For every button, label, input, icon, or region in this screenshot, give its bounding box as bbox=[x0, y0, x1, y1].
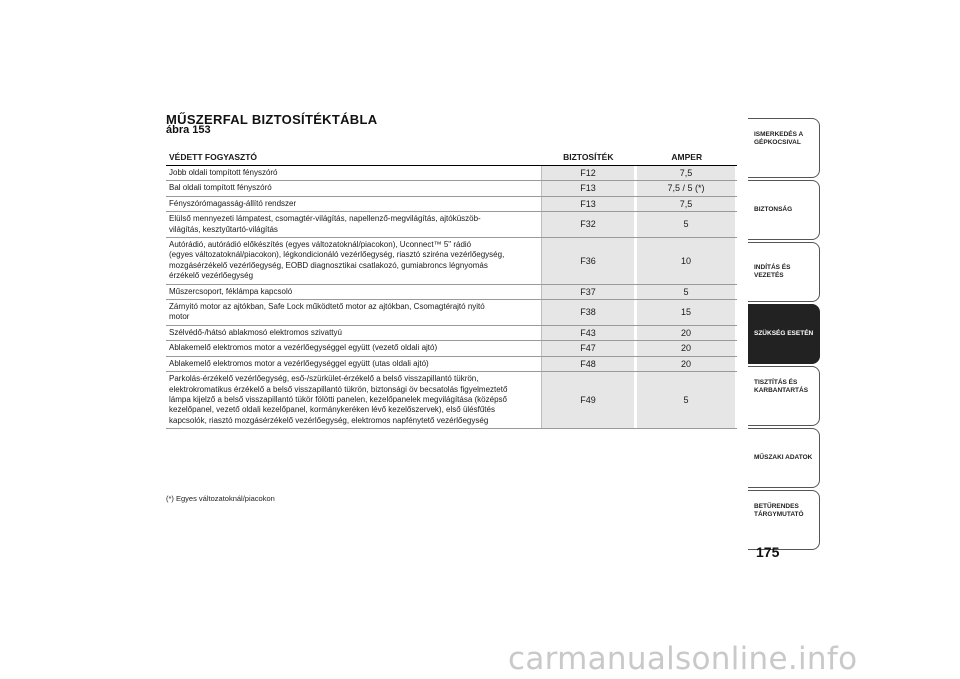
chapter-tab-1[interactable] bbox=[748, 118, 820, 178]
consumer-text-line: érzékelő vezérlőegység bbox=[169, 271, 254, 281]
table-header bbox=[166, 149, 737, 166]
fuse-cell: F12 bbox=[541, 166, 634, 180]
chapter-tab-label: BETŰRENDES bbox=[754, 503, 799, 510]
table-row bbox=[166, 300, 737, 326]
consumer-text-line: kezelőpanel, vezető oldali kezelőpanel, kormánykeréken lévő kezelőszervek), első ülésfűtés bbox=[169, 405, 495, 415]
amp-cell: 20 bbox=[637, 326, 735, 340]
amp-cell: 20 bbox=[637, 341, 735, 355]
consumer-text-line: Szélvédő-/hátsó ablakmosó elektromos szivattyú bbox=[169, 327, 342, 337]
chapter-tab-4[interactable] bbox=[748, 304, 820, 364]
chapter-tab-3[interactable] bbox=[748, 242, 820, 302]
consumer-text-line: Ablakemelő elektromos motor a vezérlőegységgel együtt (vezető oldali ajtó) bbox=[169, 343, 438, 353]
consumer-cell bbox=[166, 326, 539, 340]
consumer-cell bbox=[166, 341, 539, 355]
chapter-tab-label: GÉPKOCSIVAL bbox=[754, 139, 801, 146]
amp-cell: 5 bbox=[637, 372, 735, 428]
chapter-tab-label: ISMERKEDÉS A bbox=[754, 131, 804, 138]
figure-reference: ábra 153 bbox=[166, 124, 211, 136]
page-title: MŰSZERFAL BIZTOSÍTÉKTÁBLA bbox=[166, 112, 378, 127]
consumer-text-line: motor bbox=[169, 312, 190, 322]
consumer-text-line: Autórádió, autórádió előkészítés (egyes változatoknál/piacokon), Uconnect™ 5" rádió bbox=[169, 240, 472, 250]
consumer-cell bbox=[166, 212, 539, 237]
table-row bbox=[166, 181, 737, 196]
fuse-cell: F37 bbox=[541, 285, 634, 299]
amp-cell: 20 bbox=[637, 357, 735, 371]
fuse-cell: F43 bbox=[541, 326, 634, 340]
page-number: 175 bbox=[756, 544, 780, 560]
consumer-cell bbox=[166, 181, 539, 195]
consumer-text-line: Bal oldali tompított fényszóró bbox=[169, 183, 272, 193]
chapter-tab-label: MŰSZAKI ADATOK bbox=[754, 454, 813, 461]
amp-cell: 7,5 bbox=[637, 166, 735, 180]
consumer-text-line: Műszercsoport, féklámpa kapcsoló bbox=[169, 286, 293, 296]
consumer-cell bbox=[166, 197, 539, 211]
consumer-cell bbox=[166, 372, 539, 428]
footnote: (*) Egyes változatoknál/piacokon bbox=[166, 494, 275, 503]
consumer-text-line: Ablakemelő elektromos motor a vezérlőegységgel együtt (utas oldali ajtó) bbox=[169, 358, 429, 368]
chapter-tab-label: SZÜKSÉG ESETÉN bbox=[754, 330, 814, 337]
column-header-fuse: BIZTOSÍTÉK bbox=[563, 152, 614, 162]
table-row bbox=[166, 372, 737, 429]
chapter-tab-label: INDÍTÁS ÉS VEZETÉS bbox=[754, 264, 791, 279]
column-header-amp: AMPER bbox=[671, 152, 703, 162]
consumer-text-line: elektrokromatikus érzékelő a belső visszapillantó tükrön, biztonsági öv becsatolás figyelmeztető bbox=[169, 384, 508, 394]
chapter-tab-5[interactable] bbox=[748, 366, 820, 426]
table-row bbox=[166, 341, 737, 356]
consumer-text-line: világítás, kesztyűtartó-világítás bbox=[169, 224, 278, 234]
fuse-cell: F13 bbox=[541, 181, 634, 195]
chapter-tab-label: KARBANTARTÁS bbox=[754, 387, 809, 394]
table-body bbox=[166, 166, 737, 429]
consumer-text-line: Elülső mennyezeti lámpatest, csomagtér-világítás, napellenző-megvilágítás, ajtóküszöb- bbox=[169, 214, 481, 224]
chapter-tab-7[interactable] bbox=[748, 490, 820, 550]
table-row bbox=[166, 285, 737, 300]
watermark: carmanualsonline.info bbox=[508, 641, 858, 677]
fuse-cell: F49 bbox=[541, 372, 634, 428]
consumer-cell bbox=[166, 238, 539, 284]
table-row bbox=[166, 326, 737, 341]
consumer-cell bbox=[166, 285, 539, 299]
consumer-cell bbox=[166, 166, 539, 180]
amp-cell: 7,5 bbox=[637, 197, 735, 211]
column-header-consumer: VÉDETT FOGYASZTÓ bbox=[169, 152, 258, 162]
amp-cell: 15 bbox=[637, 300, 735, 325]
consumer-text-line: Jobb oldali tompított fényszóró bbox=[169, 168, 278, 177]
fuse-cell: F48 bbox=[541, 357, 634, 371]
chapter-tab-2[interactable] bbox=[748, 180, 820, 240]
consumer-text-line: lámpa kijelző a belső visszapillantó tükör fölötti panelen, kezelőpanelek megvilágítása (középső bbox=[169, 394, 507, 404]
fuse-cell: F13 bbox=[541, 197, 634, 211]
consumer-text-line: Zárnyitó motor az ajtókban, Safe Lock működtető motor az ajtókban, Csomagtérajtó nyitó bbox=[169, 302, 485, 312]
fuse-table bbox=[166, 149, 737, 429]
amp-cell: 7,5 / 5 (*) bbox=[637, 181, 735, 195]
consumer-text-line: mozgásérzékelő vezérlőegység, EOBD diagnosztikai csatlakozó, gumiabroncs légnyomás bbox=[169, 260, 488, 270]
consumer-text-line: Fényszórómagasság-állító rendszer bbox=[169, 198, 297, 208]
fuse-cell: F36 bbox=[541, 238, 634, 284]
chapter-tab-label: BIZTONSÁG bbox=[754, 206, 793, 213]
chapter-tab-6[interactable] bbox=[748, 428, 820, 488]
consumer-cell bbox=[166, 357, 539, 371]
chapter-tab-label: TÁRGYMUTATÓ bbox=[754, 511, 804, 518]
table-row bbox=[166, 357, 737, 372]
consumer-cell bbox=[166, 300, 539, 325]
consumer-text-line: Parkolás-érzékelő vezérlőegység, eső-/szürkület-érzékelő a belső visszapillantó tükrön, bbox=[169, 374, 479, 384]
fuse-cell: F32 bbox=[541, 212, 634, 237]
table-row bbox=[166, 238, 737, 285]
table-row bbox=[166, 166, 737, 181]
table-row bbox=[166, 197, 737, 212]
chapter-tab-label: TISZTÍTÁS ÉS bbox=[754, 379, 798, 386]
fuse-cell: F47 bbox=[541, 341, 634, 355]
fuse-cell: F38 bbox=[541, 300, 634, 325]
amp-cell: 5 bbox=[637, 285, 735, 299]
consumer-text-line: (egyes változatoknál/piacokon), légkondicionáló vezérlőegység, riasztó sziréna vezérlőegység, bbox=[169, 250, 505, 260]
consumer-text-line: kapcsolók, riasztó mozgásérzékelő vezérlőegység, elektromos napfénytető vezérlőegység bbox=[169, 415, 489, 425]
table-row bbox=[166, 212, 737, 238]
amp-cell: 5 bbox=[637, 212, 735, 237]
amp-cell: 10 bbox=[637, 238, 735, 284]
